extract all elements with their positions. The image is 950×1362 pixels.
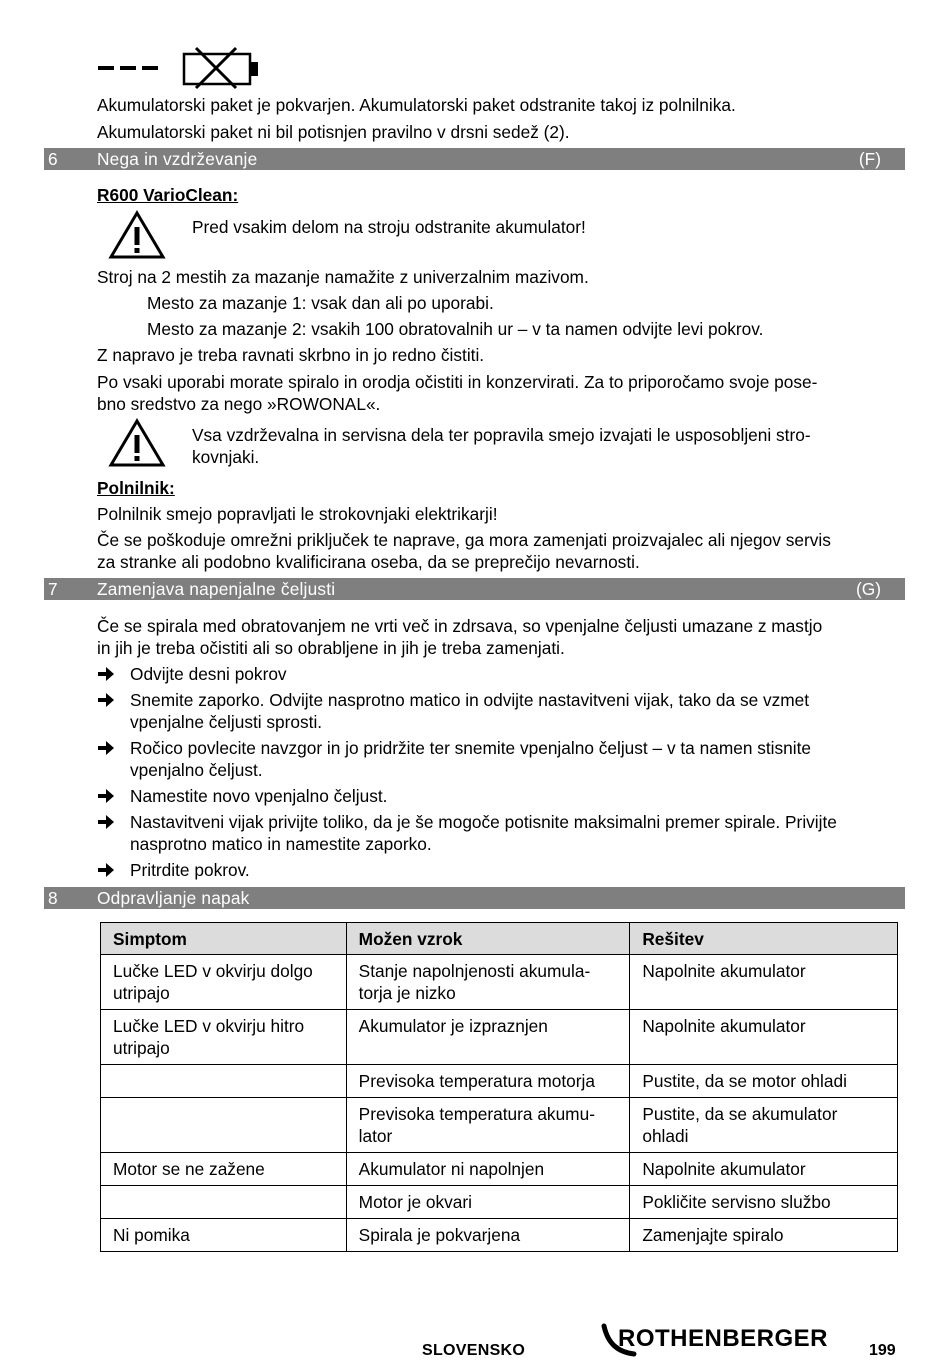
lubrication-text: Stroj na 2 mestih za mazanje namažite z univerzalnim mazivom. <box>97 267 589 287</box>
warning-text: Pred vsakim delom na stroju odstranite akumulator! <box>192 217 586 237</box>
step-text: vpenjalno čeljust. <box>130 760 263 780</box>
device-heading: R600 VarioClean: <box>97 185 239 205</box>
footer-language: SLOVENSKO <box>422 1342 526 1359</box>
arrow-right-icon <box>96 859 116 881</box>
section-number: 8 <box>48 888 58 908</box>
warning-text: Vsa vzdrževalna in servisna dela ter popravila smejo izvajati le usposobljeni stro- <box>192 425 811 445</box>
battery-defective-icon <box>96 44 266 90</box>
solution-cell: Zamenjajte spiralo <box>630 1219 898 1252</box>
page-number: 199 <box>869 1342 896 1359</box>
solution-cell: Napolnite akumulator <box>630 955 898 1010</box>
handling-text: Z napravo je treba ravnati skrbno in jo redno čistiti. <box>97 345 485 365</box>
charger-text: Če se poškoduje omrežni priključek te naprave, ga mora zamenjati proizvajalec ali njegov servis <box>97 530 831 550</box>
charger-heading: Polnilnik: <box>97 478 175 498</box>
table-row <box>101 1010 898 1065</box>
step-text: Namestite novo vpenjalno čeljust. <box>130 786 388 806</box>
cause-cell: Stanje napolnjenosti akumula- torja je nizko <box>346 955 630 1010</box>
brand-name: ROTHENBERGER <box>618 1325 829 1352</box>
cause-cell: Previsoka temperatura motorja <box>346 1065 630 1098</box>
step-text: vpenjalne čeljusti sprosti. <box>130 712 323 732</box>
troubleshooting-table <box>100 922 898 1252</box>
cleaning-text: bno sredstvo za nego »ROWONAL«. <box>97 394 381 414</box>
cause-cell: Spirala je pokvarjena <box>346 1219 630 1252</box>
jaws-intro: in jih je treba očistiti ali so obrabljene in jih je treba zamenjati. <box>97 638 565 658</box>
symptom-cell <box>101 1065 347 1098</box>
warning-text: kovnjaki. <box>192 447 260 467</box>
cause-cell: Akumulator je izpraznjen <box>346 1010 630 1065</box>
cause-cell: Akumulator ni napolnjen <box>346 1153 630 1186</box>
arrow-right-icon <box>96 785 116 807</box>
section-number: 7 <box>48 579 58 599</box>
symptom-cell: Motor se ne zažene <box>101 1153 347 1186</box>
table-row <box>101 1098 898 1153</box>
battery-status-line: Akumulatorski paket je pokvarjen. Akumulatorski paket odstranite takoj iz polnilnika. <box>97 95 736 115</box>
lubrication-point-2: Mesto za mazanje 2: vsakih 100 obratovalnih ur – v ta namen odvijte levi pokrov. <box>147 319 764 339</box>
cleaning-text: Po vsaki uporabi morate spiralo in orodja očistiti in konzervirati. Za to priporočamo svoje pose- <box>97 372 818 392</box>
section-title: Nega in vzdrževanje <box>97 149 258 169</box>
section-number: 6 <box>48 149 58 169</box>
symptom-cell <box>101 1186 347 1219</box>
cause-cell: Previsoka temperatura akumu- lator <box>346 1098 630 1153</box>
table-row <box>101 1186 898 1219</box>
step-text: nasprotno matico in namestite zaporko. <box>130 834 432 854</box>
arrow-right-icon <box>96 663 116 685</box>
step-text: Nastavitveni vijak privijte toliko, da je še mogoče potisnite maksimalni premer spirale. Privijte <box>130 812 837 832</box>
battery-status-line: Akumulatorski paket ni bil potisnjen pravilno v drsni sedež (2). <box>97 122 570 142</box>
section-figure-ref: (G) <box>856 579 881 599</box>
step-text: Snemite zaporko. Odvijte nasprotno matico in odvijte nastavitveni vijak, tako da se vzmet <box>130 690 810 710</box>
section-figure-ref: (F) <box>858 149 881 169</box>
section-title: Odpravljanje napak <box>97 888 250 908</box>
rothenberger-logo <box>600 1320 850 1360</box>
section-header-7 <box>44 578 905 600</box>
lubrication-point-1: Mesto za mazanje 1: vsak dan ali po uporabi. <box>147 293 494 313</box>
step-text: Odvijte desni pokrov <box>130 664 287 684</box>
symptom-cell <box>101 1098 347 1153</box>
arrow-right-icon <box>96 737 116 759</box>
table-row <box>101 1219 898 1252</box>
solution-cell: Pokličite servisno službo <box>630 1186 898 1219</box>
solution-cell: Napolnite akumulator <box>630 1153 898 1186</box>
section-title: Zamenjava napenjalne čeljusti <box>97 579 336 599</box>
symptom-cell: Ni pomika <box>101 1219 347 1252</box>
charger-text: Polnilnik smejo popravljati le strokovnjaki elektrikarji! <box>97 504 498 524</box>
column-header: Simptom <box>101 923 347 955</box>
step-text: Pritrdite pokrov. <box>130 860 250 880</box>
arrow-right-icon <box>96 689 116 711</box>
section-header-8 <box>44 887 905 909</box>
step-text: Ročico povlecite navzgor in jo pridržite ter snemite vpenjalno čeljust – v ta namen stisnite <box>130 738 812 758</box>
symptom-cell: Lučke LED v okvirju dolgo utripajo <box>101 955 347 1010</box>
table-row <box>101 955 898 1010</box>
charger-text: za stranke ali podobno kvalificirana oseba, da se preprečijo nevarnosti. <box>97 552 640 572</box>
solution-cell: Pustite, da se motor ohladi <box>630 1065 898 1098</box>
table-header-row <box>101 923 898 955</box>
jaws-intro: Če se spirala med obratovanjem ne vrti več in zdrsava, so vpenjalne čeljusti umazane z mastjo <box>97 616 823 636</box>
symptom-cell: Lučke LED v okvirju hitro utripajo <box>101 1010 347 1065</box>
solution-cell: Pustite, da se akumulator ohladi <box>630 1098 898 1153</box>
column-header: Rešitev <box>630 923 898 955</box>
warning-triangle-icon <box>108 210 166 260</box>
arrow-right-icon <box>96 811 116 833</box>
table-row <box>101 1065 898 1098</box>
solution-cell: Napolnite akumulator <box>630 1010 898 1065</box>
column-header: Možen vzrok <box>346 923 630 955</box>
warning-triangle-icon <box>108 418 166 468</box>
section-header-6 <box>44 148 905 170</box>
table-row <box>101 1153 898 1186</box>
cause-cell: Motor je okvari <box>346 1186 630 1219</box>
